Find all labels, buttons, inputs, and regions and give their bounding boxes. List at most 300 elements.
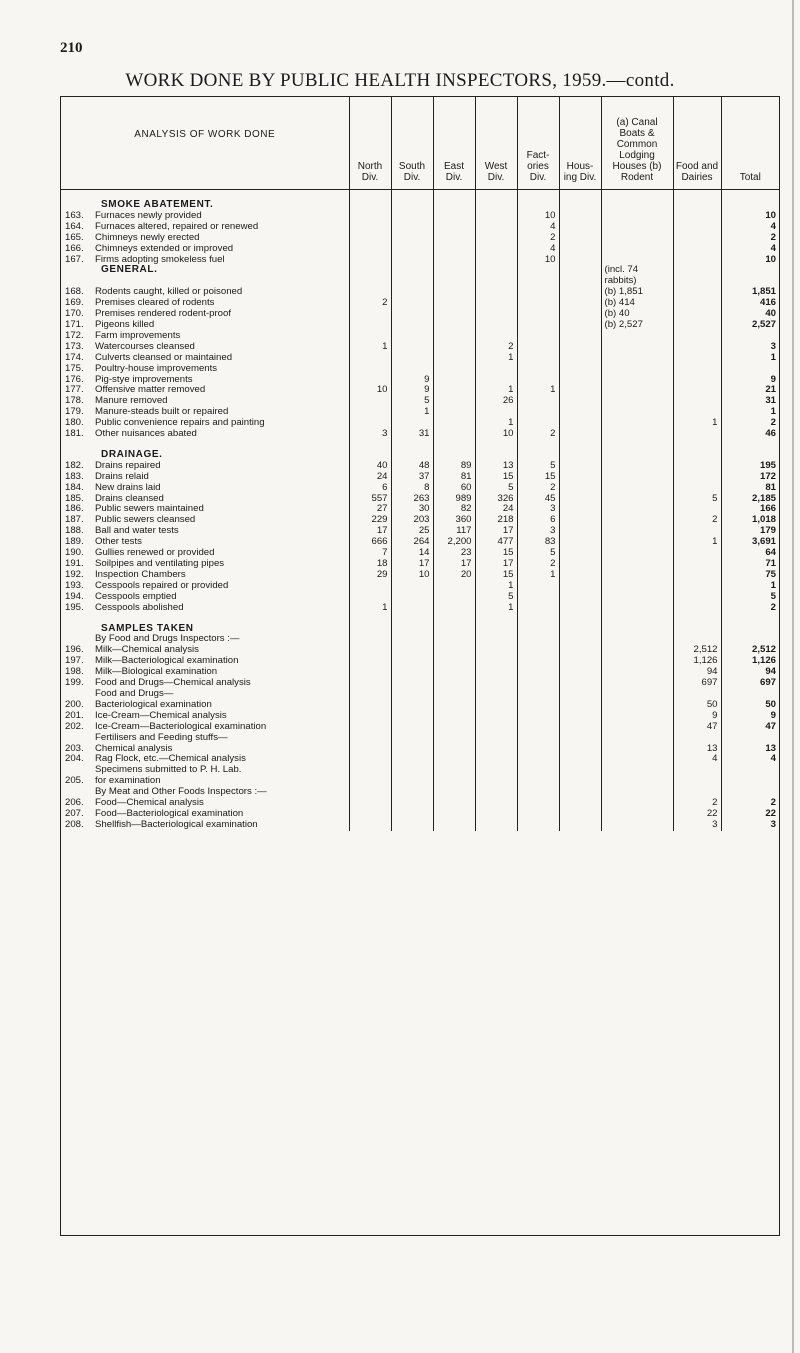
value-cell	[559, 700, 601, 711]
value-cell	[391, 255, 433, 266]
value-cell	[517, 634, 559, 645]
value-cell	[391, 733, 433, 744]
value-cell	[559, 592, 601, 603]
value-cell	[349, 678, 391, 689]
total-cell	[721, 200, 779, 211]
row-description: Inspection Chambers	[95, 569, 186, 580]
table-row	[61, 581, 779, 592]
value-cell	[349, 689, 391, 700]
total-cell: 5	[721, 592, 779, 603]
row-label	[61, 244, 349, 255]
total-cell: 195	[721, 461, 779, 472]
table-row	[61, 233, 779, 244]
row-label	[61, 548, 349, 559]
value-cell	[559, 265, 601, 276]
row-label	[61, 515, 349, 526]
value-cell	[559, 353, 601, 364]
value-cell	[475, 309, 517, 320]
value-cell	[433, 440, 475, 450]
value-cell: 31	[391, 429, 433, 440]
value-cell	[391, 809, 433, 820]
value-cell	[601, 624, 673, 635]
value-cell: 4	[673, 754, 721, 765]
value-cell	[391, 678, 433, 689]
value-cell	[391, 353, 433, 364]
row-number: 194.	[65, 591, 84, 602]
total-cell: 94	[721, 667, 779, 678]
row-label	[61, 255, 349, 266]
table-row	[61, 385, 779, 396]
row-description: Poultry-house improvements	[95, 363, 218, 374]
total-cell: 2	[721, 418, 779, 429]
table-row	[61, 678, 779, 689]
value-cell: 1	[517, 570, 559, 581]
section-heading: DRAINAGE.	[101, 449, 163, 460]
value-cell	[433, 744, 475, 755]
value-cell	[673, 559, 721, 570]
value-cell	[433, 309, 475, 320]
value-cell	[475, 744, 517, 755]
value-cell	[559, 559, 601, 570]
value-cell	[559, 429, 601, 440]
value-cell	[517, 200, 559, 211]
value-cell: 666	[349, 537, 391, 548]
total-cell	[721, 265, 779, 276]
row-number: 167.	[65, 254, 84, 265]
value-cell	[517, 320, 559, 331]
value-cell	[475, 678, 517, 689]
row-number: 183.	[65, 471, 84, 482]
value-cell	[673, 222, 721, 233]
value-cell	[475, 407, 517, 418]
sub-row	[61, 765, 779, 776]
value-cell	[433, 190, 475, 201]
row-number: 199.	[65, 678, 84, 689]
table-row	[61, 494, 779, 505]
row-number: 201.	[65, 710, 84, 721]
value-cell	[391, 592, 433, 603]
table-row	[61, 472, 779, 483]
total-cell	[721, 733, 779, 744]
value-cell	[349, 375, 391, 386]
value-cell: 360	[433, 515, 475, 526]
value-cell	[433, 429, 475, 440]
row-label	[61, 331, 349, 342]
value-cell	[391, 798, 433, 809]
value-cell: 50	[673, 700, 721, 711]
value-cell	[601, 200, 673, 211]
row-label	[61, 537, 349, 548]
row-label	[61, 754, 349, 765]
total-cell: 1,851	[721, 287, 779, 298]
value-cell	[433, 244, 475, 255]
value-cell	[475, 211, 517, 222]
value-cell	[673, 320, 721, 331]
value-cell: 17	[475, 559, 517, 570]
value-cell	[673, 244, 721, 255]
total-cell: 21	[721, 385, 779, 396]
value-cell	[517, 624, 559, 635]
value-cell	[517, 678, 559, 689]
value-cell: 9	[673, 711, 721, 722]
value-cell	[559, 364, 601, 375]
row-number: 173.	[65, 341, 84, 352]
row-label	[61, 820, 349, 831]
value-cell: 24	[475, 504, 517, 515]
value-cell	[559, 733, 601, 744]
value-cell	[673, 200, 721, 211]
value-cell	[673, 309, 721, 320]
value-cell	[673, 331, 721, 342]
table-row	[61, 396, 779, 407]
value-cell	[475, 222, 517, 233]
row-description: Milk—Biological examination	[95, 667, 218, 678]
row-description: Soilpipes and ventilating pipes	[95, 559, 225, 569]
value-cell	[433, 396, 475, 407]
value-cell	[517, 820, 559, 831]
table-row	[61, 570, 779, 581]
row-number: 203.	[65, 743, 84, 754]
value-cell	[349, 700, 391, 711]
total-cell	[721, 776, 779, 787]
total-cell: 179	[721, 526, 779, 537]
value-cell	[673, 190, 721, 201]
column-header: (a) Canal Boats & Common Lodging Houses (b) Rodent	[601, 97, 673, 190]
row-description: Milk—Bacteriological examination	[95, 656, 239, 667]
value-cell	[673, 353, 721, 364]
value-cell	[673, 733, 721, 744]
row-description: Chimneys extended or improved	[95, 243, 234, 254]
row-description: Culverts cleansed or maintained	[95, 352, 233, 363]
row-description: for examination	[95, 776, 161, 787]
value-cell	[601, 776, 673, 787]
total-cell: 71	[721, 559, 779, 570]
total-cell: 75	[721, 570, 779, 581]
value-cell	[601, 733, 673, 744]
value-cell: 15	[475, 548, 517, 559]
value-cell	[433, 298, 475, 309]
total-cell: 4	[721, 754, 779, 765]
value-cell	[601, 331, 673, 342]
value-cell	[349, 787, 391, 798]
value-cell	[433, 450, 475, 461]
row-description: Furnaces newly provided	[95, 210, 202, 221]
total-cell: 172	[721, 472, 779, 483]
total-cell: 1	[721, 407, 779, 418]
row-number: 198.	[65, 667, 84, 678]
table-row	[61, 461, 779, 472]
table-row	[61, 407, 779, 418]
value-cell	[673, 375, 721, 386]
value-cell	[391, 309, 433, 320]
value-cell	[433, 689, 475, 700]
row-number: 174.	[65, 352, 84, 363]
table-row	[61, 754, 779, 765]
value-cell	[601, 559, 673, 570]
value-cell	[559, 689, 601, 700]
row-description: Shellfish—Bacteriological examination	[95, 819, 258, 830]
total-cell: 13	[721, 744, 779, 755]
value-cell: 2	[517, 483, 559, 494]
value-cell	[391, 450, 433, 461]
row-number: 172.	[65, 330, 84, 341]
value-cell	[517, 722, 559, 733]
table-row	[61, 298, 779, 309]
value-cell	[601, 787, 673, 798]
row-description: Rag Flock, etc.—Chemical analysis	[95, 754, 246, 765]
value-cell	[517, 407, 559, 418]
value-cell	[601, 375, 673, 386]
value-cell: 89	[433, 461, 475, 472]
value-cell	[433, 222, 475, 233]
value-cell	[391, 624, 433, 635]
total-cell: 2,185	[721, 494, 779, 505]
value-cell	[517, 645, 559, 656]
row-label	[61, 581, 349, 592]
total-cell: 81	[721, 483, 779, 494]
value-cell	[349, 722, 391, 733]
empty-cell	[61, 440, 349, 450]
value-cell: 81	[433, 472, 475, 483]
total-cell: 40	[721, 309, 779, 320]
section-row	[61, 265, 779, 276]
value-cell	[601, 614, 673, 624]
value-cell	[559, 809, 601, 820]
value-cell	[433, 581, 475, 592]
value-cell	[673, 504, 721, 515]
row-description: Chemical analysis	[95, 743, 173, 754]
value-cell: 9	[391, 375, 433, 386]
note-row	[61, 276, 779, 287]
value-cell: 10	[391, 570, 433, 581]
row-description: Premises cleared of rodents	[95, 298, 215, 309]
value-cell	[673, 233, 721, 244]
row-label	[61, 309, 349, 320]
value-cell	[349, 364, 391, 375]
row-description: Ice-Cream—Bacteriological examination	[95, 721, 267, 732]
value-cell	[517, 364, 559, 375]
value-cell	[559, 776, 601, 787]
row-label	[61, 504, 349, 515]
total-cell: 3	[721, 820, 779, 831]
value-cell	[391, 190, 433, 201]
value-cell: 5	[391, 396, 433, 407]
row-label	[61, 364, 349, 375]
row-number: 191.	[65, 559, 84, 569]
value-cell	[673, 689, 721, 700]
column-header: South Div.	[391, 97, 433, 190]
value-cell	[517, 396, 559, 407]
value-cell: (b) 1,851	[601, 287, 673, 298]
row-description: New drains laid	[95, 482, 161, 493]
value-cell	[433, 265, 475, 276]
value-cell	[433, 820, 475, 831]
section-heading: GENERAL.	[101, 265, 158, 276]
value-cell: 23	[433, 548, 475, 559]
value-cell	[475, 645, 517, 656]
value-cell	[517, 614, 559, 624]
value-cell: 3	[673, 820, 721, 831]
value-cell	[559, 396, 601, 407]
row-label	[61, 298, 349, 309]
total-cell: 2,527	[721, 320, 779, 331]
row-label	[61, 320, 349, 331]
value-cell	[601, 809, 673, 820]
value-cell	[673, 581, 721, 592]
total-cell: 1	[721, 353, 779, 364]
table-row	[61, 744, 779, 755]
value-cell	[391, 211, 433, 222]
value-cell	[559, 276, 601, 287]
value-cell	[475, 809, 517, 820]
total-cell	[721, 450, 779, 461]
value-cell	[601, 515, 673, 526]
row-description: Gullies renewed or provided	[95, 548, 215, 559]
value-cell	[475, 375, 517, 386]
value-cell: 1,126	[673, 656, 721, 667]
value-cell	[433, 276, 475, 287]
row-label	[61, 559, 349, 570]
value-cell	[559, 472, 601, 483]
value-cell: 13	[475, 461, 517, 472]
value-cell: 47	[673, 722, 721, 733]
row-description: Bacteriological examination	[95, 699, 212, 710]
row-label	[61, 461, 349, 472]
value-cell	[559, 331, 601, 342]
row-number: 204.	[65, 754, 84, 765]
value-cell: 9	[391, 385, 433, 396]
value-cell	[559, 418, 601, 429]
row-label	[61, 472, 349, 483]
table-body	[61, 190, 779, 831]
table-header-row	[61, 97, 779, 190]
total-cell	[721, 787, 779, 798]
value-cell: 2,200	[433, 537, 475, 548]
value-cell: 4	[517, 222, 559, 233]
sub-row	[61, 689, 779, 700]
value-cell: 40	[349, 461, 391, 472]
value-cell	[391, 700, 433, 711]
row-label	[61, 656, 349, 667]
row-number: 169.	[65, 298, 84, 309]
section-row	[61, 624, 779, 635]
value-cell	[349, 820, 391, 831]
value-cell: 2	[517, 559, 559, 570]
value-cell	[349, 634, 391, 645]
value-cell	[517, 581, 559, 592]
value-cell	[601, 581, 673, 592]
value-cell: 2	[475, 342, 517, 353]
row-number: 187.	[65, 515, 84, 526]
value-cell	[433, 809, 475, 820]
value-cell	[475, 798, 517, 809]
row-label	[61, 798, 349, 809]
section-heading: SAMPLES TAKEN	[101, 623, 194, 634]
value-cell	[433, 624, 475, 635]
total-cell: 697	[721, 678, 779, 689]
table-row	[61, 418, 779, 429]
value-cell	[517, 331, 559, 342]
value-cell	[601, 722, 673, 733]
value-cell	[559, 440, 601, 450]
value-cell	[349, 614, 391, 624]
value-cell	[349, 440, 391, 450]
value-cell	[349, 200, 391, 211]
value-cell	[349, 711, 391, 722]
row-description: Ice-Cream—Chemical analysis	[95, 710, 227, 721]
value-cell	[601, 472, 673, 483]
value-cell: 7	[349, 548, 391, 559]
row-description: Public convenience repairs and painting	[95, 418, 265, 429]
value-cell	[601, 711, 673, 722]
value-cell: 2	[517, 429, 559, 440]
value-cell	[601, 526, 673, 537]
value-cell	[349, 320, 391, 331]
value-cell	[601, 603, 673, 614]
column-header: North Div.	[349, 97, 391, 190]
value-cell	[391, 645, 433, 656]
value-cell: 20	[433, 570, 475, 581]
value-cell	[349, 450, 391, 461]
value-cell: 203	[391, 515, 433, 526]
gap-row	[61, 614, 779, 624]
value-cell	[673, 287, 721, 298]
value-cell	[673, 364, 721, 375]
value-cell	[601, 645, 673, 656]
value-cell	[475, 364, 517, 375]
value-cell: (incl. 74	[601, 265, 673, 276]
value-cell	[475, 689, 517, 700]
table-row	[61, 222, 779, 233]
total-cell: 9	[721, 375, 779, 386]
row-label	[61, 287, 349, 298]
empty-cell	[61, 276, 349, 287]
row-label	[61, 211, 349, 222]
value-cell	[559, 537, 601, 548]
value-cell	[601, 483, 673, 494]
value-cell	[391, 634, 433, 645]
column-header: Total	[721, 97, 779, 190]
table-row	[61, 548, 779, 559]
value-cell	[349, 656, 391, 667]
value-cell	[601, 396, 673, 407]
value-cell	[559, 603, 601, 614]
value-cell	[433, 375, 475, 386]
row-label	[61, 722, 349, 733]
value-cell	[475, 700, 517, 711]
row-number: 207.	[65, 808, 84, 819]
value-cell	[433, 353, 475, 364]
value-cell	[601, 494, 673, 505]
scan-edge-mark	[792, 0, 794, 1353]
total-cell	[721, 364, 779, 375]
row-number: 193.	[65, 580, 84, 591]
value-cell	[349, 765, 391, 776]
row-label	[61, 711, 349, 722]
value-cell	[601, 656, 673, 667]
value-cell: 1	[349, 342, 391, 353]
table-row	[61, 592, 779, 603]
page-title: WORK DONE BY PUBLIC HEALTH INSPECTORS, 1959.—contd.	[125, 70, 675, 91]
value-cell	[433, 364, 475, 375]
value-cell	[475, 287, 517, 298]
value-cell	[601, 244, 673, 255]
value-cell: rabbits)	[601, 276, 673, 287]
row-number: 200.	[65, 699, 84, 710]
row-description: Manure-steads built or repaired	[95, 407, 229, 418]
value-cell	[559, 570, 601, 581]
value-cell	[433, 614, 475, 624]
